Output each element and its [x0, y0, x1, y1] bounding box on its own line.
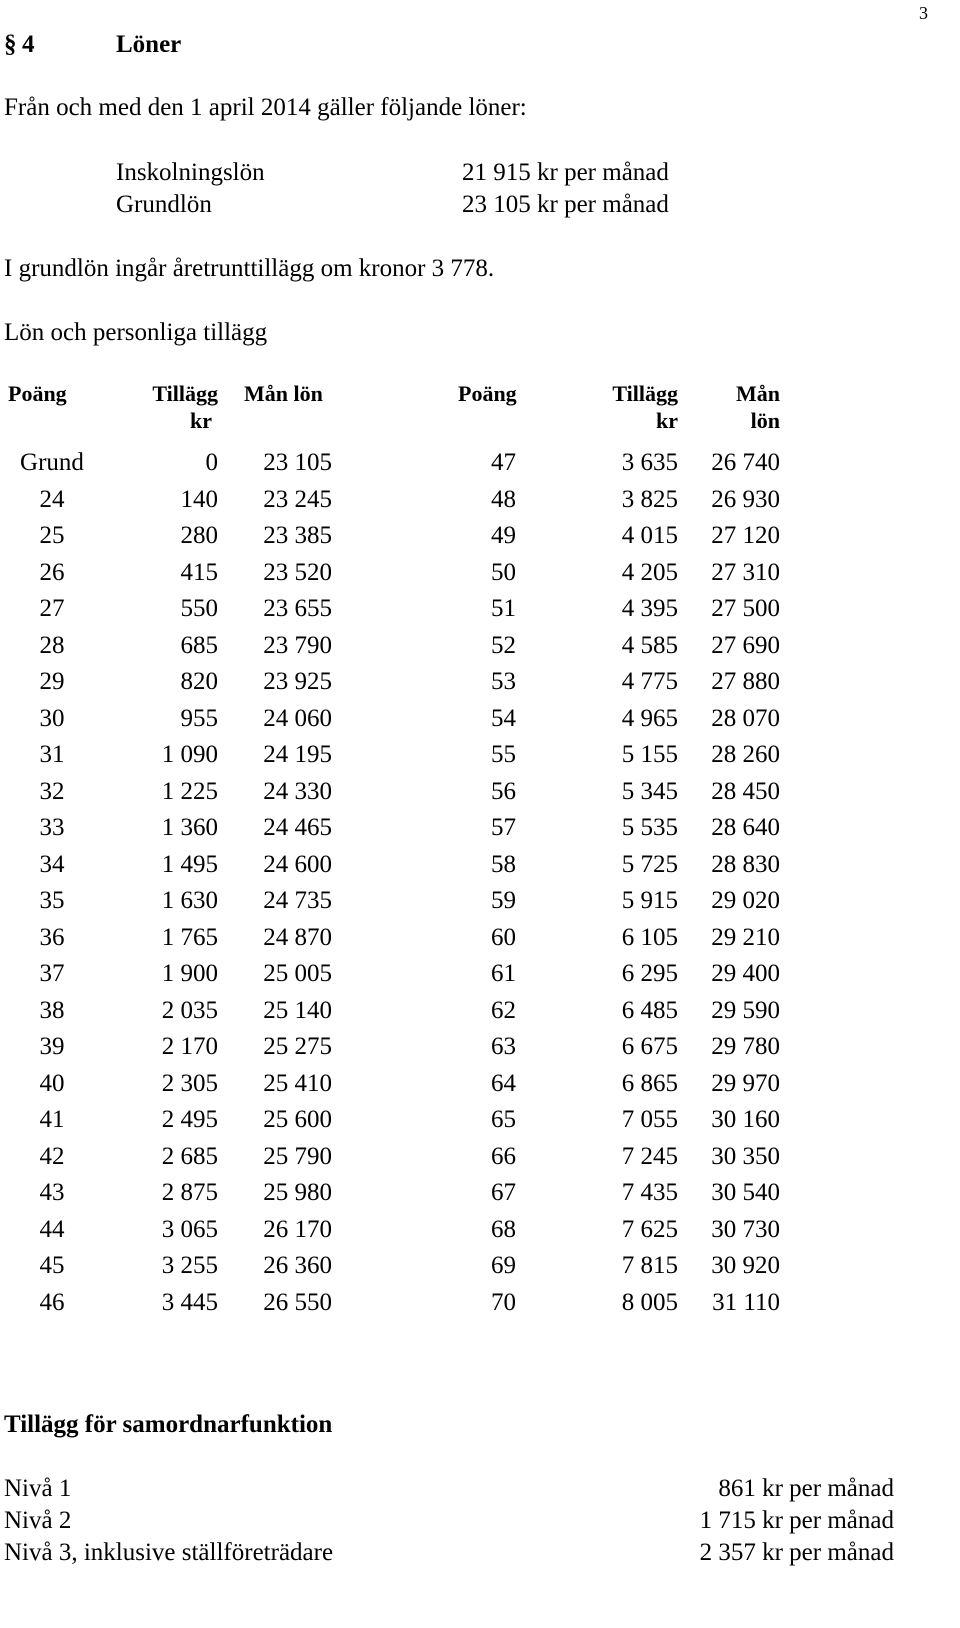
cell-right-tillagg: 4 015: [621, 522, 678, 549]
cell-left-points: 44: [39, 1215, 65, 1243]
cell-right-points: 55: [491, 741, 516, 768]
cell-left-tillagg: 1 360: [161, 814, 218, 841]
cell-left-lon: 25 980: [263, 1179, 332, 1206]
cell-left-tillagg: 3 445: [161, 1288, 218, 1316]
cell-left-points: 30: [39, 704, 65, 732]
cell-left-tillagg: 2 495: [161, 1106, 218, 1133]
cell-left-lon: 23 245: [263, 485, 332, 513]
cell-right-tillagg: 6 485: [621, 996, 678, 1024]
cell-right-lon: 26 930: [711, 485, 780, 513]
table-row: [0, 888, 960, 918]
cell-left-tillagg: 140: [180, 485, 218, 513]
header-right-tillagg: Tillägg: [612, 381, 678, 406]
cell-right-tillagg: 5 345: [621, 777, 678, 805]
cell-left-points: 29: [39, 668, 65, 695]
cell-right-tillagg: 4 585: [621, 631, 678, 659]
cell-left-lon: 24 195: [263, 741, 332, 768]
table-row: [0, 1180, 960, 1210]
cell-left-tillagg: 820: [180, 668, 218, 695]
cell-left-lon: 23 655: [263, 595, 332, 622]
header-right-tillagg-unit: kr: [656, 408, 678, 433]
cell-left-points: 45: [39, 1252, 65, 1279]
cell-left-tillagg: 415: [180, 558, 218, 586]
level-amount: 1 715 kr per månad: [699, 1507, 894, 1534]
cell-right-lon: 30 160: [711, 1106, 780, 1133]
cell-left-tillagg: 685: [180, 631, 218, 659]
cell-left-tillagg: 1 630: [161, 887, 218, 914]
table-row: [0, 1253, 960, 1283]
table-row: [0, 961, 960, 991]
header-left-tillagg: Tillägg: [152, 381, 218, 406]
cell-right-lon: 31 110: [712, 1288, 780, 1316]
cell-left-lon: 25 140: [263, 996, 332, 1024]
cell-right-points: 62: [491, 996, 516, 1024]
cell-right-lon: 28 070: [711, 704, 780, 732]
table-row: [0, 487, 960, 517]
cell-left-points: Grund: [20, 449, 84, 476]
cell-left-lon: 25 410: [263, 1069, 332, 1097]
table-row: [0, 560, 960, 590]
cell-left-lon: 23 385: [263, 522, 332, 549]
cell-right-tillagg: 4 775: [621, 668, 678, 695]
base-salary-label: Inskolningslön: [116, 159, 265, 186]
cell-right-points: 51: [491, 595, 516, 622]
cell-right-points: 61: [491, 960, 516, 987]
table-row: [0, 706, 960, 736]
cell-left-points: 35: [39, 887, 65, 914]
cell-left-points: 39: [39, 1033, 65, 1060]
section-title: Löner: [116, 31, 182, 58]
cell-right-lon: 28 830: [711, 850, 780, 878]
table-row: [0, 852, 960, 882]
cell-left-tillagg: 3 255: [161, 1252, 218, 1279]
cell-right-points: 57: [491, 814, 516, 841]
cell-left-lon: 24 600: [263, 850, 332, 878]
cell-right-tillagg: 7 055: [621, 1106, 678, 1133]
table-row: [0, 596, 960, 626]
table-row: [0, 523, 960, 553]
cell-left-lon: 24 735: [263, 887, 332, 914]
cell-left-points: 25: [39, 522, 65, 549]
cell-left-tillagg: 2 685: [161, 1142, 218, 1170]
table-row: [0, 1144, 960, 1174]
cell-right-points: 53: [491, 668, 516, 695]
cell-left-points: 40: [39, 1069, 65, 1097]
intro-text: Från och med den 1 april 2014 gäller följande löner:: [4, 94, 527, 121]
cell-left-lon: 24 870: [263, 923, 332, 951]
level-amount: 861 kr per månad: [718, 1475, 894, 1502]
cell-right-lon: 30 540: [711, 1179, 780, 1206]
cell-left-lon: 26 360: [263, 1252, 332, 1279]
cell-right-tillagg: 4 395: [621, 595, 678, 622]
cell-left-lon: 23 105: [263, 449, 332, 476]
cell-left-points: 31: [39, 741, 65, 768]
cell-left-points: 32: [39, 777, 65, 805]
cell-left-points: 37: [39, 960, 65, 987]
table-row: [0, 925, 960, 955]
cell-right-lon: 27 120: [711, 522, 780, 549]
cell-right-tillagg: 8 005: [621, 1288, 678, 1316]
cell-left-tillagg: 955: [180, 704, 218, 732]
cell-right-lon: 26 740: [711, 449, 780, 476]
cell-left-lon: 25 275: [263, 1033, 332, 1060]
cell-right-points: 58: [491, 850, 516, 878]
section-number: 4: [22, 31, 35, 58]
cell-left-lon: 23 790: [263, 631, 332, 659]
page-number: 3: [919, 3, 928, 23]
cell-right-tillagg: 5 535: [621, 814, 678, 841]
cell-right-lon: 28 260: [711, 741, 780, 768]
cell-right-lon: 29 970: [711, 1069, 780, 1097]
cell-right-tillagg: 7 245: [621, 1142, 678, 1170]
base-salary-amount: 21 915 kr per månad: [462, 159, 669, 186]
cell-right-points: 67: [491, 1179, 516, 1206]
cell-left-tillagg: 1 090: [161, 741, 218, 768]
table-row: [0, 669, 960, 699]
cell-right-points: 63: [491, 1033, 516, 1060]
level-label: Nivå 2: [4, 1507, 72, 1534]
cell-right-points: 56: [491, 777, 516, 805]
cell-left-tillagg: 2 305: [161, 1069, 218, 1097]
cell-left-lon: 24 465: [263, 814, 332, 841]
cell-left-points: 46: [39, 1288, 65, 1316]
table-row: [0, 1290, 960, 1320]
table-row: [0, 1217, 960, 1247]
cell-right-tillagg: 7 815: [621, 1252, 678, 1279]
cell-left-lon: 23 925: [263, 668, 332, 695]
cell-left-points: 42: [39, 1142, 65, 1170]
cell-left-tillagg: 280: [180, 522, 218, 549]
cell-right-points: 70: [491, 1288, 516, 1316]
cell-left-points: 27: [39, 595, 65, 622]
cell-left-points: 34: [39, 850, 65, 878]
cell-right-points: 47: [491, 449, 516, 476]
table-row: [0, 633, 960, 663]
cell-right-points: 66: [491, 1142, 516, 1170]
cell-right-points: 68: [491, 1215, 516, 1243]
cell-right-tillagg: 6 865: [621, 1069, 678, 1097]
cell-right-points: 49: [491, 522, 516, 549]
cell-right-lon: 29 400: [711, 960, 780, 987]
cell-right-points: 64: [491, 1069, 516, 1097]
table-row: [0, 450, 960, 480]
section-symbol: §: [4, 31, 17, 58]
table-row: [0, 1034, 960, 1064]
cell-left-points: 24: [39, 485, 65, 513]
salary-table: [0, 450, 960, 1370]
cell-right-tillagg: 4 965: [621, 704, 678, 732]
table-row: [0, 815, 960, 845]
cell-left-points: 36: [39, 923, 65, 951]
cell-left-tillagg: 2 875: [161, 1179, 218, 1206]
cell-right-points: 52: [491, 631, 516, 659]
cell-left-points: 26: [39, 558, 65, 586]
cell-right-tillagg: 6 105: [621, 923, 678, 951]
cell-left-tillagg: 1 900: [161, 960, 218, 987]
cell-left-points: 41: [39, 1106, 65, 1133]
cell-right-lon: 29 020: [711, 887, 780, 914]
level-amount: 2 357 kr per månad: [699, 1539, 894, 1566]
cell-left-tillagg: 1 495: [161, 850, 218, 878]
table-row: [0, 779, 960, 809]
cell-right-lon: 27 880: [711, 668, 780, 695]
cell-right-tillagg: 5 725: [621, 850, 678, 878]
level-label: Nivå 3, inklusive ställföreträdare: [4, 1539, 334, 1566]
cell-right-lon: 27 500: [711, 595, 780, 622]
cell-right-points: 69: [491, 1252, 516, 1279]
cell-right-tillagg: 7 435: [621, 1179, 678, 1206]
level-label: Nivå 1: [4, 1475, 72, 1502]
cell-left-lon: 23 520: [263, 558, 332, 586]
cell-left-lon: 25 005: [263, 960, 332, 987]
base-salary-label: Grundlön: [116, 191, 212, 218]
cell-right-points: 60: [491, 923, 516, 951]
cell-left-tillagg: 3 065: [161, 1215, 218, 1243]
cell-right-tillagg: 7 625: [621, 1215, 678, 1243]
cell-left-lon: 24 330: [263, 777, 332, 805]
cell-left-tillagg: 0: [205, 449, 218, 476]
header-left-points: Poäng: [8, 381, 67, 406]
header-left-lon: Mån lön: [244, 381, 323, 406]
cell-right-points: 50: [491, 558, 516, 586]
header-right-points: Poäng: [458, 381, 517, 406]
cell-left-lon: 26 170: [263, 1215, 332, 1243]
cell-right-points: 65: [491, 1106, 516, 1133]
cell-left-points: 28: [39, 631, 65, 659]
table-row: [0, 1071, 960, 1101]
cell-left-lon: 24 060: [263, 704, 332, 732]
cell-right-tillagg: 4 205: [621, 558, 678, 586]
cell-left-tillagg: 550: [180, 595, 218, 622]
cell-right-points: 48: [491, 485, 516, 513]
cell-right-lon: 30 730: [711, 1215, 780, 1243]
table-row: [0, 1107, 960, 1137]
cell-right-lon: 29 780: [711, 1033, 780, 1060]
cell-right-lon: 30 350: [711, 1142, 780, 1170]
header-right-lon-unit: lön: [750, 408, 780, 433]
cell-right-lon: 27 310: [711, 558, 780, 586]
cell-right-lon: 29 590: [711, 996, 780, 1024]
cell-left-lon: 25 600: [263, 1106, 332, 1133]
base-salary-amount: 23 105 kr per månad: [462, 191, 669, 218]
cell-left-points: 33: [39, 814, 65, 841]
cell-right-lon: 28 640: [711, 814, 780, 841]
cell-left-tillagg: 2 170: [161, 1033, 218, 1060]
header-right-lon: Mån: [736, 381, 780, 406]
cell-right-points: 59: [491, 887, 516, 914]
cell-right-tillagg: 6 675: [621, 1033, 678, 1060]
cell-right-tillagg: 5 155: [621, 741, 678, 768]
cell-left-lon: 25 790: [263, 1142, 332, 1170]
header-left-tillagg-unit: kr: [190, 408, 212, 433]
cell-right-tillagg: 5 915: [621, 887, 678, 914]
cell-right-lon: 30 920: [711, 1252, 780, 1279]
table-row: [0, 742, 960, 772]
cell-right-lon: 29 210: [711, 923, 780, 951]
cell-left-tillagg: 1 225: [161, 777, 218, 805]
cell-right-lon: 27 690: [711, 631, 780, 659]
cell-right-points: 54: [491, 704, 516, 732]
cell-right-tillagg: 3 635: [621, 449, 678, 476]
cell-left-tillagg: 2 035: [161, 996, 218, 1024]
cell-right-tillagg: 3 825: [621, 485, 678, 513]
samordnar-title: Tillägg för samordnarfunktion: [4, 1411, 333, 1438]
cell-right-lon: 28 450: [711, 777, 780, 805]
table-title: Lön och personliga tillägg: [4, 319, 268, 346]
cell-left-tillagg: 1 765: [161, 923, 218, 951]
cell-right-tillagg: 6 295: [621, 960, 678, 987]
table-row: [0, 998, 960, 1028]
cell-left-points: 43: [39, 1179, 65, 1206]
note-text: I grundlön ingår åretrunttillägg om kronor 3 778.: [4, 255, 495, 282]
cell-left-points: 38: [39, 996, 65, 1024]
cell-left-lon: 26 550: [263, 1288, 332, 1316]
